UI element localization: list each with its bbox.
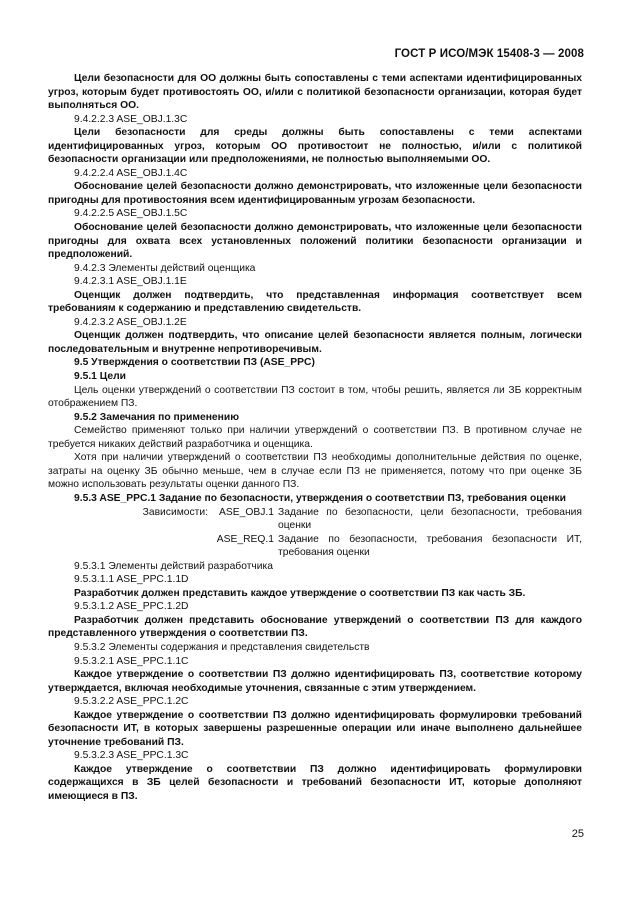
dependencies-label: Зависимости: [142,506,208,518]
paragraph: 9.5.3.2 Элементы содержания и представления свидетельств [74,641,370,653]
section-heading: 9.5.3 ASE_PPC.1 Задание по безопасности, утверждения о соответствии ПЗ, требования оценки [74,492,566,504]
paragraph: 9.4.2.3 Элементы действий оценщика [74,262,256,274]
paragraph: 9.5.3.2.1 ASE_PPC.1.1C [74,655,189,667]
requirement-text: Каждое утверждение о соответствии ПЗ должно идентифицировать формулировки требований безопасности ИТ, в которых завершены разрешенные операции или иначе выполнено дальнейшее уточнение требований ПЗ. [48,709,582,748]
requirement-text: Обоснование целей безопасности должно демонстрировать, что изложенные цели безопасности пригодны для противостояния всем идентифицированным угрозам безопасности. [48,181,582,206]
paragraph: 9.4.2.3.1 ASE_OBJ.1.1E [74,276,187,288]
dependency-item [212,506,582,533]
page-body [48,72,582,804]
paragraph: 9.4.2.2.4 ASE_OBJ.1.4C [74,167,188,179]
dependency-item [212,533,582,560]
paragraph: 9.5.3.1 Элементы действий разработчика [74,560,273,572]
dependency-text: Задание по безопасности, требования безопасности ИТ, требования оценки [278,533,582,559]
requirement-text: Разработчик должен представить каждое утверждение о соответствии ПЗ как часть ЗБ. [74,587,526,599]
paragraph: 9.5.3.1.2 ASE_PPC.1.2D [74,601,189,613]
paragraph: 9.4.2.3.2 ASE_OBJ.1.2E [74,316,187,328]
paragraph: Хотя при наличии утверждений о соответствии ПЗ необходимы дополнительные действия по оценке, затраты на оценку ЗБ обычно меньше, чем в случае если ПЗ не применяется, потому что при оценке ЗБ можно использовать результаты оценки данного ПЗ. [48,452,582,491]
requirement-text: Обоснование целей безопасности должно демонстрировать, что изложенные цели безопасности пригодны для охвата всех установленных положений политики безопасности организации и предположений. [48,222,582,261]
dependencies-list [212,506,582,560]
dependency-text: Задание по безопасности, цели безопасности, требования оценки [278,506,582,532]
section-heading: 9.5.2 Замечания по применению [74,411,239,423]
requirement-text: Каждое утверждение о соответствии ПЗ должно идентифицировать ПЗ, соответствие которому утверждается, включая необходимые уточнения, связанные с этим утверждением. [48,669,582,694]
dependencies-block [48,506,582,560]
paragraph: 9.4.2.2.5 ASE_OBJ.1.5C [74,208,188,220]
paragraph: 9.5.3.2.3 ASE_PPC.1.3C [74,750,189,762]
page-number: 25 [571,828,584,840]
requirement-text: Каждое утверждение о соответствии ПЗ должно идентифицировать формулировки содержащихся в ЗБ целей безопасности и требований безопасности ИТ, которые дополняют имеющиеся в ПЗ. [48,763,582,802]
requirement-text: Разработчик должен представить обоснование утверждений о соответствии ПЗ для каждого представленного утверждения о соответствии ПЗ. [48,614,582,640]
paragraph: Семейство применяют только при наличии утверждений о соответствии ПЗ. В противном случае не требуется никаких действий разработчика и оценщика. [48,425,582,450]
requirement-text: Цели безопасности для среды должны быть сопоставлены с теми аспектами идентифицированных угроз, которым ОО противостоит не полностью, и/или с политикой безопасности организации или предположениями, не полностью выполняемыми ОО. [48,127,582,166]
page-header: ГОСТ Р ИСО/МЭК 15408-3 — 2008 [394,48,584,60]
requirement-text: Оценщик должен подтвердить, что описание целей безопасности является полным, логически последовательным и внутренне непротиворечивым. [48,330,582,355]
dependency-code: ASE_REQ.1 [216,533,274,545]
requirement-text: Оценщик должен подтвердить, что представленная информация соответствует всем требованиям к содержанию и представлению свидетельств. [48,289,582,315]
paragraph: 9.5.3.1.1 ASE_PPC.1.1D [74,574,189,586]
section-heading: 9.5.1 Цели [74,371,127,383]
paragraph: 9.4.2.2.3 ASE_OBJ.1.3C [74,113,188,125]
paragraph: Цель оценки утверждений о соответствии ПЗ состоит в том, чтобы решить, является ли ЗБ корректным отображением ПЗ. [48,384,582,410]
text-section-1 [48,72,582,506]
paragraph: 9.5.3.2.2 ASE_PPC.1.2C [74,696,189,708]
text-section-2 [48,560,582,804]
dependency-code: ASE_OBJ.1 [219,506,274,518]
section-heading: 9.5 Утверждения о соответствии ПЗ (ASE_PPC) [74,357,315,369]
requirement-text: Цели безопасности для ОО должны быть сопоставлены с теми аспектами идентифицированных угроз, которым будет противостоять ОО, и/или с политикой безопасности организации, которая будет выполняться ОО. [48,73,582,112]
